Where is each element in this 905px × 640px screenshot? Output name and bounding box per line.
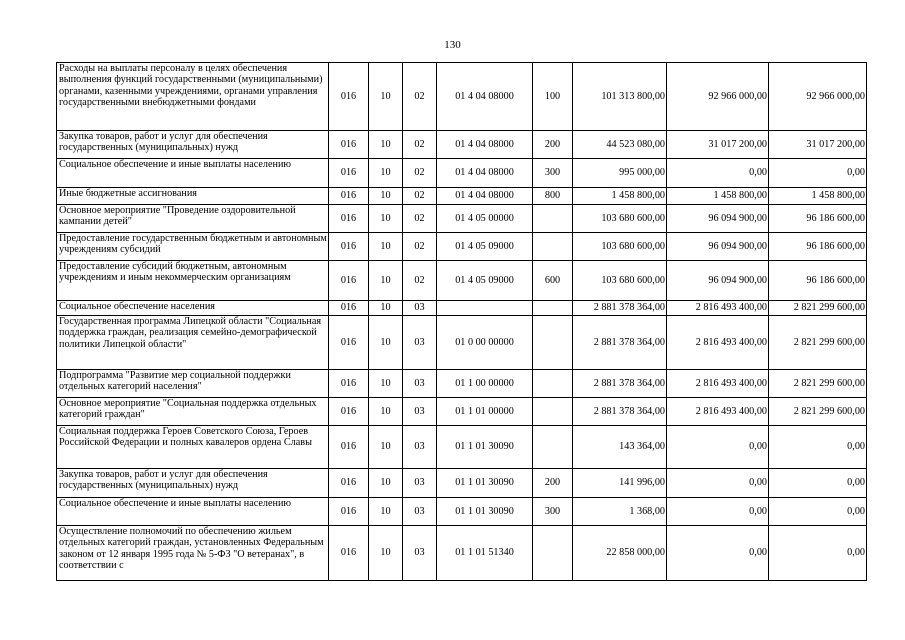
table-row bbox=[57, 205, 867, 233]
target-article-code: 01 4 05 00000 bbox=[437, 205, 533, 233]
amount-year-3: 96 186 600,00 bbox=[769, 205, 867, 233]
amount-year-2: 2 816 493 400,00 bbox=[667, 316, 769, 370]
grbs-code: 016 bbox=[329, 370, 369, 398]
target-article-code: 01 4 04 08000 bbox=[437, 63, 533, 131]
amount-year-2: 0,00 bbox=[667, 426, 769, 469]
amount-year-3: 31 017 200,00 bbox=[769, 131, 867, 159]
section-code: 10 bbox=[369, 316, 403, 370]
row-name: Социальное обеспечение и иные выплаты населению bbox=[57, 498, 329, 526]
section-code: 10 bbox=[369, 398, 403, 426]
amount-year-2: 96 094 900,00 bbox=[667, 233, 769, 261]
amount-year-2: 92 966 000,00 bbox=[667, 63, 769, 131]
subsection-code: 03 bbox=[403, 498, 437, 526]
table-row bbox=[57, 63, 867, 131]
amount-year-1: 141 996,00 bbox=[573, 469, 667, 498]
amount-year-3: 0,00 bbox=[769, 526, 867, 581]
grbs-code: 016 bbox=[329, 159, 369, 188]
subsection-code: 02 bbox=[403, 131, 437, 159]
amount-year-2: 0,00 bbox=[667, 469, 769, 498]
amount-year-3: 0,00 bbox=[769, 498, 867, 526]
expense-type-code bbox=[533, 316, 573, 370]
row-name: Социальное обеспечение населения bbox=[57, 301, 329, 316]
grbs-code: 016 bbox=[329, 261, 369, 301]
amount-year-1: 22 858 000,00 bbox=[573, 526, 667, 581]
subsection-code: 03 bbox=[403, 301, 437, 316]
section-code: 10 bbox=[369, 233, 403, 261]
row-name: Закупка товаров, работ и услуг для обеспечения государственных (муниципальных) нужд bbox=[57, 131, 329, 159]
amount-year-1: 101 313 800,00 bbox=[573, 63, 667, 131]
subsection-code: 03 bbox=[403, 426, 437, 469]
table-row bbox=[57, 159, 867, 188]
subsection-code: 02 bbox=[403, 233, 437, 261]
row-name: Расходы на выплаты персоналу в целях обеспечения выполнения функций государственными (муниципальными) органами, казенными учреждениями, органами управления государственными внебюджетными фондами bbox=[57, 63, 329, 131]
target-article-code bbox=[437, 301, 533, 316]
table-row bbox=[57, 316, 867, 370]
subsection-code: 02 bbox=[403, 188, 437, 205]
expense-type-code bbox=[533, 233, 573, 261]
subsection-code: 03 bbox=[403, 316, 437, 370]
amount-year-1: 2 881 378 364,00 bbox=[573, 370, 667, 398]
target-article-code: 01 1 01 30090 bbox=[437, 469, 533, 498]
section-code: 10 bbox=[369, 469, 403, 498]
row-name: Иные бюджетные ассигнования bbox=[57, 188, 329, 205]
section-code: 10 bbox=[369, 301, 403, 316]
table-row bbox=[57, 370, 867, 398]
amount-year-3: 2 821 299 600,00 bbox=[769, 316, 867, 370]
target-article-code: 01 1 01 30090 bbox=[437, 426, 533, 469]
target-article-code: 01 4 05 09000 bbox=[437, 261, 533, 301]
section-code: 10 bbox=[369, 526, 403, 581]
amount-year-1: 2 881 378 364,00 bbox=[573, 301, 667, 316]
section-code: 10 bbox=[369, 188, 403, 205]
table-row bbox=[57, 498, 867, 526]
grbs-code: 016 bbox=[329, 131, 369, 159]
amount-year-2: 2 816 493 400,00 bbox=[667, 301, 769, 316]
page-number: 130 bbox=[444, 39, 461, 51]
table-row bbox=[57, 131, 867, 159]
section-code: 10 bbox=[369, 63, 403, 131]
target-article-code: 01 1 01 30090 bbox=[437, 498, 533, 526]
row-name: Основное мероприятие "Проведение оздоровительной кампании детей" bbox=[57, 205, 329, 233]
amount-year-3: 0,00 bbox=[769, 469, 867, 498]
amount-year-3: 2 821 299 600,00 bbox=[769, 301, 867, 316]
section-code: 10 bbox=[369, 131, 403, 159]
row-name: Закупка товаров, работ и услуг для обеспечения государственных (муниципальных) нужд bbox=[57, 469, 329, 498]
grbs-code: 016 bbox=[329, 526, 369, 581]
amount-year-2: 1 458 800,00 bbox=[667, 188, 769, 205]
budget-table bbox=[56, 62, 867, 581]
expense-type-code bbox=[533, 398, 573, 426]
section-code: 10 bbox=[369, 498, 403, 526]
grbs-code: 016 bbox=[329, 233, 369, 261]
table-row bbox=[57, 301, 867, 316]
row-name: Государственная программа Липецкой области "Социальная поддержка граждан, реализация семейно-демографической политики Липецкой области" bbox=[57, 316, 329, 370]
amount-year-2: 2 816 493 400,00 bbox=[667, 398, 769, 426]
expense-type-code: 200 bbox=[533, 131, 573, 159]
grbs-code: 016 bbox=[329, 469, 369, 498]
amount-year-3: 92 966 000,00 bbox=[769, 63, 867, 131]
subsection-code: 03 bbox=[403, 469, 437, 498]
amount-year-1: 44 523 080,00 bbox=[573, 131, 667, 159]
row-name: Подпрограмма "Развитие мер социальной поддержки отдельных категорий населения" bbox=[57, 370, 329, 398]
grbs-code: 016 bbox=[329, 316, 369, 370]
expense-type-code: 800 bbox=[533, 188, 573, 205]
grbs-code: 016 bbox=[329, 63, 369, 131]
subsection-code: 03 bbox=[403, 526, 437, 581]
target-article-code: 01 1 01 00000 bbox=[437, 398, 533, 426]
grbs-code: 016 bbox=[329, 398, 369, 426]
amount-year-3: 1 458 800,00 bbox=[769, 188, 867, 205]
subsection-code: 02 bbox=[403, 63, 437, 131]
expense-type-code: 300 bbox=[533, 498, 573, 526]
grbs-code: 016 bbox=[329, 426, 369, 469]
target-article-code: 01 1 01 51340 bbox=[437, 526, 533, 581]
table-row bbox=[57, 526, 867, 581]
target-article-code: 01 1 00 00000 bbox=[437, 370, 533, 398]
amount-year-2: 2 816 493 400,00 bbox=[667, 370, 769, 398]
amount-year-1: 103 680 600,00 bbox=[573, 205, 667, 233]
subsection-code: 03 bbox=[403, 398, 437, 426]
amount-year-1: 2 881 378 364,00 bbox=[573, 316, 667, 370]
target-article-code: 01 4 04 08000 bbox=[437, 131, 533, 159]
amount-year-3: 0,00 bbox=[769, 159, 867, 188]
row-name: Предоставление государственным бюджетным и автономным учреждениям субсидий bbox=[57, 233, 329, 261]
grbs-code: 016 bbox=[329, 498, 369, 526]
subsection-code: 02 bbox=[403, 261, 437, 301]
section-code: 10 bbox=[369, 261, 403, 301]
section-code: 10 bbox=[369, 426, 403, 469]
amount-year-3: 2 821 299 600,00 bbox=[769, 398, 867, 426]
target-article-code: 01 4 04 08000 bbox=[437, 159, 533, 188]
amount-year-3: 96 186 600,00 bbox=[769, 233, 867, 261]
expense-type-code bbox=[533, 526, 573, 581]
row-name: Осуществление полномочий по обеспечению жильем отдельных категорий граждан, установленных Федеральным законом от 12 января 1995 года № 5-ФЗ "О ветеранах", в соответствии с bbox=[57, 526, 329, 581]
amount-year-3: 96 186 600,00 bbox=[769, 261, 867, 301]
section-code: 10 bbox=[369, 205, 403, 233]
amount-year-3: 0,00 bbox=[769, 426, 867, 469]
amount-year-1: 103 680 600,00 bbox=[573, 261, 667, 301]
table-row bbox=[57, 261, 867, 301]
expense-type-code: 300 bbox=[533, 159, 573, 188]
amount-year-2: 0,00 bbox=[667, 498, 769, 526]
expense-type-code bbox=[533, 205, 573, 233]
expense-type-code: 600 bbox=[533, 261, 573, 301]
grbs-code: 016 bbox=[329, 301, 369, 316]
target-article-code: 01 4 04 08000 bbox=[437, 188, 533, 205]
subsection-code: 03 bbox=[403, 370, 437, 398]
expense-type-code: 200 bbox=[533, 469, 573, 498]
row-name: Социальное обеспечение и иные выплаты населению bbox=[57, 159, 329, 188]
subsection-code: 02 bbox=[403, 205, 437, 233]
grbs-code: 016 bbox=[329, 205, 369, 233]
row-name: Основное мероприятие "Социальная поддержка отдельных категорий граждан" bbox=[57, 398, 329, 426]
target-article-code: 01 0 00 00000 bbox=[437, 316, 533, 370]
amount-year-3: 2 821 299 600,00 bbox=[769, 370, 867, 398]
target-article-code: 01 4 05 09000 bbox=[437, 233, 533, 261]
subsection-code: 02 bbox=[403, 159, 437, 188]
section-code: 10 bbox=[369, 370, 403, 398]
amount-year-2: 96 094 900,00 bbox=[667, 205, 769, 233]
row-name: Социальная поддержка Героев Советского Союза, Героев Российской Федерации и полных кавалеров ордена Славы bbox=[57, 426, 329, 469]
expense-type-code bbox=[533, 370, 573, 398]
section-code: 10 bbox=[369, 159, 403, 188]
expense-type-code bbox=[533, 301, 573, 316]
amount-year-1: 103 680 600,00 bbox=[573, 233, 667, 261]
amount-year-2: 0,00 bbox=[667, 526, 769, 581]
amount-year-2: 96 094 900,00 bbox=[667, 261, 769, 301]
amount-year-2: 0,00 bbox=[667, 159, 769, 188]
table-row bbox=[57, 398, 867, 426]
table-row bbox=[57, 188, 867, 205]
table-row bbox=[57, 469, 867, 498]
table-row bbox=[57, 233, 867, 261]
amount-year-1: 2 881 378 364,00 bbox=[573, 398, 667, 426]
amount-year-1: 995 000,00 bbox=[573, 159, 667, 188]
expense-type-code bbox=[533, 426, 573, 469]
row-name: Предоставление субсидий бюджетным, автономным учреждениям и иным некоммерческим организациям bbox=[57, 261, 329, 301]
amount-year-1: 143 364,00 bbox=[573, 426, 667, 469]
table-row bbox=[57, 426, 867, 469]
amount-year-2: 31 017 200,00 bbox=[667, 131, 769, 159]
amount-year-1: 1 458 800,00 bbox=[573, 188, 667, 205]
amount-year-1: 1 368,00 bbox=[573, 498, 667, 526]
expense-type-code: 100 bbox=[533, 63, 573, 131]
grbs-code: 016 bbox=[329, 188, 369, 205]
